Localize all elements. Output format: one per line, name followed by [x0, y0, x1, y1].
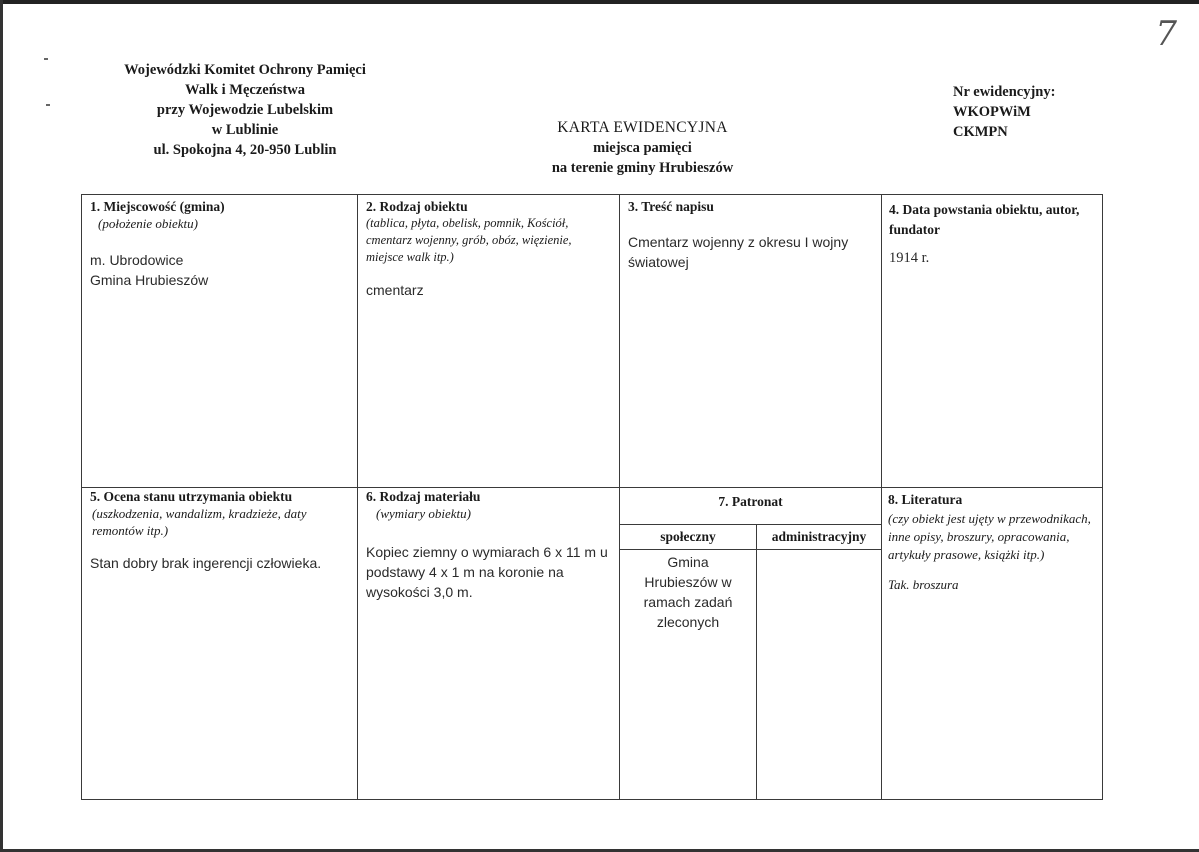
field-hint: (wymiary obiektu) — [376, 506, 471, 521]
handwritten-page-number: 7 — [1155, 14, 1177, 54]
field-title: 7. Patronat — [718, 494, 783, 509]
card-subtitle: na terenie gminy Hrubieszów — [551, 160, 734, 176]
patronage-admin-header: administracyjny — [756, 525, 882, 550]
cell-material — [358, 487, 620, 799]
scan-border-left — [0, 0, 3, 852]
card-subtitle: miejsca pamięci — [593, 140, 692, 156]
issuing-organization — [100, 60, 390, 160]
org-address: ul. Spokojna 4, 20-950 Lublin — [153, 142, 337, 158]
field-value: 1914 r. — [889, 250, 930, 266]
field-hint: (tablica, płyta, obelisk, pomnik, Kościół, cmentarz wojenny, grób, obóz, więzienie, miejsce walk itp.) — [366, 216, 572, 264]
field-value: Kopiec ziemny o wymiarach 6 x 11 m u podstawy 4 x 1 m na koronie na wysokości 3,0 m. — [366, 544, 608, 600]
field-hint: (czy obiekt jest ujęty w przewodnikach, inne opisy, broszury, opracowania, artykuły prasowe, książki itp.) — [888, 511, 1091, 562]
field-title: 5. Ocena stanu utrzymania obiektu — [90, 489, 293, 504]
registry-code: WKOPWiM — [953, 104, 1031, 120]
field-value: m. Ubrodowice — [90, 252, 184, 268]
field-value: cmentarz — [366, 282, 424, 298]
field-title: 3. Treść napisu — [628, 199, 714, 214]
field-title: 6. Rodzaj materiału — [366, 489, 481, 504]
cell-object-type — [358, 195, 620, 487]
field-title: 2. Rodzaj obiektu — [366, 199, 468, 214]
registry-number-block — [953, 82, 1113, 142]
cell-location — [82, 195, 358, 487]
cell-condition — [82, 487, 358, 799]
scan-speck — [44, 58, 48, 60]
patronage-social-header: społeczny — [620, 525, 756, 550]
field-hint: (uszkodzenia, wandalizm, kradzieże, daty remontów itp.) — [92, 506, 307, 538]
patronage-header — [620, 488, 881, 525]
cell-patronage — [620, 487, 882, 799]
scan-border-top — [0, 0, 1199, 4]
org-line: Walk i Męczeństwa — [184, 82, 305, 98]
card-title-block — [520, 118, 765, 178]
field-hint: (położenie obiektu) — [98, 216, 198, 231]
field-value: Gmina Hrubieszów — [90, 272, 209, 288]
record-table — [81, 194, 1103, 800]
cell-creation-date — [882, 195, 1102, 487]
field-value: Cmentarz wojenny z okresu I wojny światowej — [628, 234, 849, 270]
field-title: 1. Miejscowość (gmina) — [90, 199, 225, 214]
field-title: 8. Literatura — [888, 492, 963, 507]
scan-speck — [46, 104, 50, 106]
column-divider — [756, 525, 757, 799]
registry-code: CKMPN — [953, 124, 1008, 140]
cell-inscription — [620, 195, 882, 487]
field-title: 4. Data powstania obiektu, autor, fundator — [889, 202, 1080, 237]
field-value: Stan dobry brak ingerencji człowieka. — [90, 555, 322, 571]
org-line: przy Wojewodzie Lubelskim — [156, 102, 334, 118]
cell-literature — [882, 487, 1102, 799]
patronage-social-value: Gmina Hrubieszów w ramach zadań zleconych — [643, 554, 733, 630]
field-value: Tak. broszura — [888, 577, 959, 592]
org-line: w Lublinie — [211, 122, 279, 138]
card-title: KARTA EWIDENCYJNA — [557, 119, 728, 136]
registry-label: Nr ewidencyjny: — [953, 84, 1056, 100]
org-line: Wojewódzki Komitet Ochrony Pamięci — [124, 62, 366, 78]
